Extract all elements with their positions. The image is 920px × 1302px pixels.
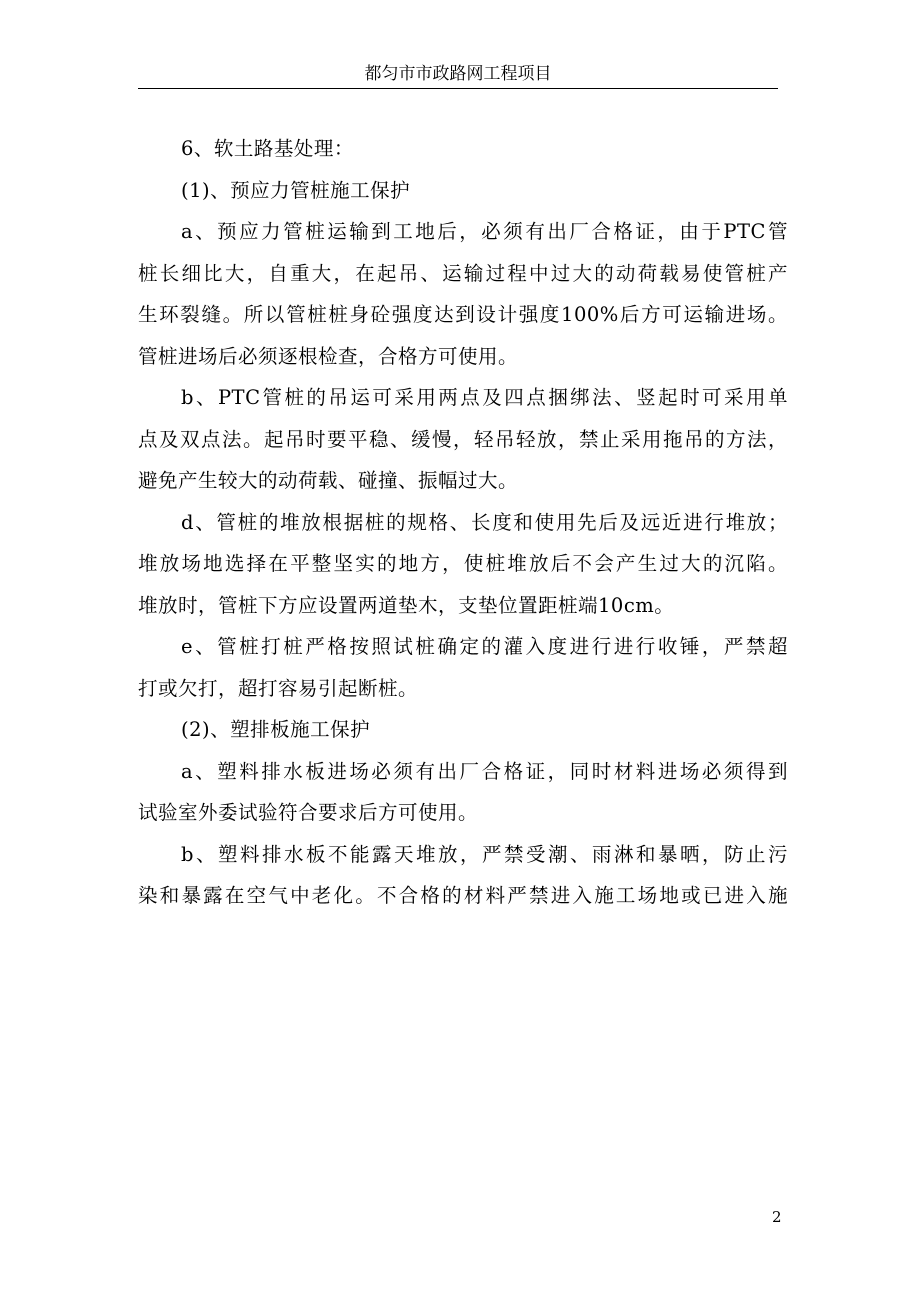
subheading-pipe-pile-protection: (1)、预应力管桩施工保护 [181,178,411,202]
page-header-title: 都匀市市政路网工程项目 [364,64,552,84]
subheading-drain-board-protection: (2)、塑排板施工保护 [181,718,371,741]
paragraph-line: d、管桩的堆放根据桩的规格、长度和使用先后及远近进行堆放； [181,510,788,534]
page-number: 2 [772,1208,782,1226]
paragraph-line: 点及双点法。起吊时要平稳、缓慢，轻吊轻放，禁止采用拖吊的方法， [138,427,788,451]
paragraph-line: 染和暴露在空气中老化。不合格的材料严禁进入施工场地或已进入施 [138,884,788,907]
paragraph-line: 管桩进场后必须逐根检查，合格方可使用。 [138,344,519,368]
paragraph-line: 打或欠打，超打容易引起断桩。 [138,676,419,700]
paragraph-line: b、塑料排水板不能露天堆放，严禁受潮、雨淋和暴晒，防止污 [181,842,788,866]
paragraph-line: 生环裂缝。所以管桩桩身砼强度达到设计强度100%后方可运输进场。 [138,303,788,326]
paragraph-line: 堆放时，管桩下方应设置两道垫木，支垫位置距桩端10cm。 [138,593,675,617]
document-body [138,128,788,917]
paragraph-line: a、预应力管桩运输到工地后，必须有出厂合格证，由于PTC管 [181,220,788,243]
paragraph-line: 避免产生较大的动荷载、碰撞、振幅过大。 [138,469,519,492]
paragraph-line: 试验室外委试验符合要求后方可使用。 [138,801,479,824]
paragraph-line: b、PTC管桩的吊运可采用两点及四点捆绑法、竖起时可采用单 [181,386,788,409]
paragraph-line: 堆放场地选择在平整坚实的地方，使桩堆放后不会产生过大的沉陷。 [138,552,788,575]
header-divider [138,88,778,89]
heading-soft-soil-treatment: 6、软土路基处理： [181,137,354,160]
paragraph-line: a、塑料排水板进场必须有出厂合格证，同时材料进场必须得到 [181,759,788,783]
paragraph-line: 桩长细比大，自重大，在起吊、运输过程中过大的动荷载易使管桩产 [138,261,788,285]
paragraph-line: e、管桩打桩严格按照试桩确定的灌入度进行进行收锤，严禁超 [181,635,788,658]
